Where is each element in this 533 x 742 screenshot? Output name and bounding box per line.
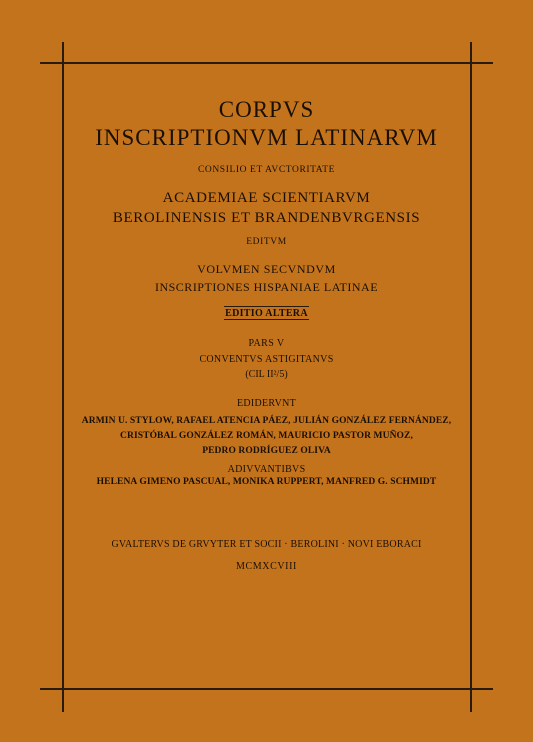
editors-list <box>63 414 470 459</box>
title-line-1: CORPVS <box>218 97 315 122</box>
conventus-line: CONVENTVS ASTIGITANVS <box>199 354 334 365</box>
editors-line-3: PEDRO RODRÍGUEZ OLIVA <box>202 446 331 456</box>
editum-line: EDITVM <box>246 237 287 247</box>
title-line-2: INSCRIPTIONVM LATINARVM <box>95 125 438 150</box>
assistants-line: HELENA GIMENO PASCUAL, MONIKA RUPPERT, MANFRED G. SCHMIDT <box>96 477 437 487</box>
frame-rule-bottom <box>40 688 493 690</box>
frame-rule-right <box>470 42 472 712</box>
adiuvantibus-line: ADIVVANTIBVS <box>227 464 306 475</box>
cover-text-block <box>63 63 470 572</box>
pars-line: PARS V <box>248 338 285 349</box>
edition-wrap <box>63 303 470 321</box>
edition-label: EDITIO ALTERA <box>225 308 308 319</box>
ederunt-line: EDIDERVNT <box>236 398 297 409</box>
cil-code: (CIL II²/5) <box>245 369 288 380</box>
year-line: MCMXCVIII <box>236 561 297 572</box>
publisher-line: GVALTERVS DE GRVYTER ET SOCII · BEROLINI · NOVI EBORACI <box>111 539 422 550</box>
academy-line-1: ACADEMIAE SCIENTIARVM <box>162 190 371 206</box>
volume-line-2: INSCRIPTIONES HISPANIAE LATINAE <box>154 280 379 294</box>
academy-line-2: BEROLINENSIS ET BRANDENBVRGENSIS <box>112 210 421 226</box>
editors-line-2: CRISTÓBAL GONZÁLEZ ROMÁN, MAURICIO PASTOR MUÑOZ, <box>120 431 413 441</box>
editors-line-1: ARMIN U. STYLOW, RAFAEL ATENCIA PÁEZ, JULIÁN GONZÁLEZ FERNÁNDEZ, <box>81 416 452 426</box>
volume-line-1: VOLVMEN SECVNDVM <box>197 262 336 276</box>
consilio-line: CONSILIO ET AVCTORITATE <box>197 165 336 175</box>
